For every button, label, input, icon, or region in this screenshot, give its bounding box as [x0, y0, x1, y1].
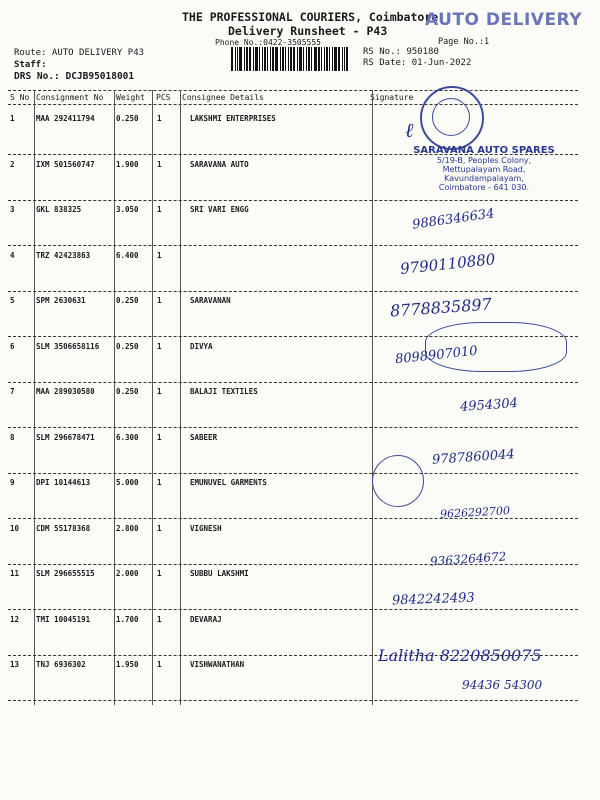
- barcode-bar: [329, 47, 330, 71]
- barcode-bar: [231, 47, 233, 71]
- row-consignee: EMUNUVEL GARMENTS: [190, 478, 267, 487]
- row-weight: 0.250: [116, 114, 139, 123]
- row-pcs: 1: [157, 569, 162, 578]
- row-separator: [8, 382, 578, 383]
- row-weight: 0.250: [116, 387, 139, 396]
- barcode-bar: [290, 47, 292, 71]
- row-pcs: 1: [157, 341, 162, 351]
- barcode-bar: [264, 47, 266, 71]
- signature-row-6: 8098907010: [394, 343, 479, 368]
- row-separator: [8, 700, 578, 701]
- row-separator: [8, 427, 578, 428]
- barcode-bar: [259, 47, 260, 71]
- barcode-bar: [338, 47, 340, 71]
- signature-row-1: ℓ: [405, 118, 414, 142]
- row-weight: 6.400: [116, 250, 139, 260]
- barcode-bar: [342, 47, 343, 71]
- barcode-bar: [270, 47, 271, 71]
- stamp-line-1: 5/19-B, Peoples Colony,: [436, 156, 532, 165]
- barcode-bar: [275, 47, 278, 71]
- signature-row-3: 9886346634: [411, 206, 496, 233]
- barcode-bar: [321, 47, 322, 71]
- row-sno: 3: [10, 205, 15, 214]
- stamp-line-4: Coimbatore - 641 030.: [438, 183, 530, 192]
- barcode-bar: [246, 47, 248, 71]
- barcode-bar: [326, 47, 328, 71]
- row-consignee: SARAVANAN: [190, 296, 231, 305]
- col-pcs: PCS: [156, 93, 171, 102]
- row-sno: 6: [10, 341, 15, 351]
- row-consignee: SABEER: [190, 432, 218, 442]
- col-divider: [180, 90, 181, 705]
- barcode-bar: [249, 47, 251, 71]
- row-consignment-no: SPM 2630631: [36, 296, 86, 305]
- row-consignee: SARAVANA AUTO: [190, 159, 249, 169]
- barcode-bar: [318, 47, 320, 71]
- row-weight: 3.050: [116, 205, 139, 214]
- row-sno: 9: [10, 478, 15, 487]
- row-separator: [8, 518, 578, 519]
- row-pcs: 1: [157, 614, 162, 624]
- barcode-bar: [311, 47, 312, 71]
- row-consignment-no: DPI 10144613: [36, 478, 91, 487]
- barcode-bar: [346, 47, 348, 71]
- row-weight: 1.900: [116, 159, 139, 169]
- row-consignment-no: TRZ 42423863: [36, 250, 91, 260]
- col-signature: Signature: [370, 93, 414, 102]
- saravana-address-stamp: [394, 145, 574, 192]
- row-consignment-no: MAA 292411794: [36, 114, 95, 123]
- row-consignee: VISHWANATHAN: [190, 660, 245, 669]
- row-weight: 5.000: [116, 478, 139, 487]
- barcode-bar: [255, 47, 258, 71]
- barcode-bar: [306, 47, 307, 71]
- row-sno: 5: [10, 296, 15, 305]
- barcode-bar: [272, 47, 274, 71]
- barcode-bar: [244, 47, 245, 71]
- barcode-bar: [253, 47, 254, 71]
- barcode-bar: [344, 47, 345, 71]
- row-sno: 11: [10, 569, 20, 578]
- row-sno: 13: [10, 660, 20, 669]
- barcode-bar: [334, 47, 337, 71]
- row-consignment-no: CDM 55178368: [36, 523, 91, 533]
- staff-label: Staff:: [14, 60, 47, 70]
- barcode-bar: [303, 47, 304, 71]
- row-separator: [8, 473, 578, 474]
- row-sno: 7: [10, 387, 15, 396]
- row-pcs: 1: [157, 523, 162, 533]
- barcode: [231, 47, 353, 71]
- barcode-bar: [332, 47, 333, 71]
- row-pcs: 1: [157, 387, 162, 396]
- barcode-bar: [297, 47, 298, 71]
- barcode-bar: [288, 47, 289, 71]
- row-sno: 1: [10, 114, 15, 123]
- signature-row-5: 8778835897: [389, 294, 493, 321]
- col-sno: S No: [10, 93, 30, 102]
- col-consignment: Consignment No: [36, 93, 104, 102]
- row-consignment-no: TNJ 6936302: [36, 660, 86, 669]
- row-weight: 1.700: [116, 614, 139, 624]
- phone-number: Phone No.:0422-3505555: [215, 38, 321, 47]
- row-pcs: 1: [157, 159, 162, 169]
- enterprises-seal-inner: [432, 98, 470, 136]
- row-separator: [8, 200, 578, 201]
- header-top-rule: [8, 90, 578, 91]
- barcode-bar: [235, 47, 236, 71]
- barcode-bar: [280, 47, 281, 71]
- col-weight: Weight: [116, 93, 145, 102]
- rs-date: RS Date: 01-Jun-2022: [363, 58, 472, 68]
- row-consignee: LAKSHMI ENTERPRISES: [190, 114, 276, 123]
- row-separator: [8, 245, 578, 246]
- row-weight: 6.300: [116, 432, 139, 442]
- barcode-bar: [293, 47, 295, 71]
- row-separator: [8, 291, 578, 292]
- row-weight: 0.250: [116, 296, 139, 305]
- signature-row-8: 9787860044: [431, 447, 516, 468]
- row-consignee: SUBBU LAKSHMI: [190, 569, 249, 578]
- signature-row-12: Lalitha 8220850075: [378, 646, 542, 665]
- row-consignee: DIVYA: [190, 341, 213, 351]
- barcode-bar: [267, 47, 268, 71]
- row-pcs: 1: [157, 660, 162, 669]
- barcode-bar: [314, 47, 317, 71]
- row-consignee: BALAJI TEXTILES: [190, 387, 258, 396]
- barcode-bar: [308, 47, 310, 71]
- barcode-bar: [262, 47, 263, 71]
- row-consignee: DEVARAJ: [190, 614, 222, 624]
- row-sno: 2: [10, 159, 15, 169]
- stamp-line-2: Mettupalayam Road,: [442, 165, 526, 174]
- row-pcs: 1: [157, 114, 162, 123]
- row-weight: 2.000: [116, 569, 139, 578]
- barcode-bar: [285, 47, 286, 71]
- col-divider: [372, 90, 373, 705]
- document-subtitle: Delivery Runsheet - P43: [228, 24, 388, 38]
- row-sno: 4: [10, 250, 15, 260]
- row-consignment-no: SLM 3506658116: [36, 341, 100, 351]
- row-pcs: 1: [157, 478, 162, 487]
- row-pcs: 1: [157, 296, 162, 305]
- row-sno: 8: [10, 432, 15, 442]
- barcode-bar: [282, 47, 284, 71]
- row-consignment-no: SLM 296678471: [36, 432, 95, 442]
- row-weight: 0.250: [116, 341, 139, 351]
- row-pcs: 1: [157, 250, 162, 260]
- barcode-bar: [239, 47, 242, 71]
- barcode-bar: [299, 47, 302, 71]
- row-consignment-no: MAA 289030580: [36, 387, 95, 396]
- row-consignee: VIGNESH: [190, 523, 222, 533]
- signature-row-9: 9626292700: [439, 504, 511, 521]
- col-divider: [34, 90, 35, 705]
- row-separator: [8, 609, 578, 610]
- auto-delivery-stamp: AUTO DELIVERY: [425, 10, 583, 30]
- row-sno: 12: [10, 614, 20, 624]
- page-number: Page No.:1: [438, 37, 490, 47]
- col-consignee: Consignee Details: [182, 93, 264, 102]
- signature-row-11: 9842242493: [391, 590, 475, 609]
- row-weight: 2.800: [116, 523, 139, 533]
- row-consignment-no: TMI 10045191: [36, 614, 91, 624]
- header-bottom-rule: [8, 104, 578, 105]
- barcode-bar: [237, 47, 238, 71]
- row-consignment-no: SLM 296655515: [36, 569, 95, 578]
- col-divider: [114, 90, 115, 705]
- signature-row-13: 94436 54300: [462, 678, 543, 692]
- row-consignment-no: GKL 838325: [36, 205, 82, 214]
- row-weight: 1.950: [116, 660, 139, 669]
- stamp-line-3: Kavundampalayam,: [444, 174, 524, 183]
- col-divider: [152, 90, 153, 705]
- row-9-seal: [372, 455, 424, 507]
- signature-row-10: 9363264672: [429, 549, 507, 569]
- row-pcs: 1: [157, 205, 162, 214]
- drs-number: DRS No.: DCJB95018001: [14, 71, 135, 82]
- signature-row-7: 4954304: [459, 395, 519, 416]
- route-label: Route: AUTO DELIVERY P43: [14, 48, 145, 58]
- row-consignment-no: IXM 501560747: [36, 159, 95, 169]
- stamp-company: SARAVANA AUTO SPARES: [413, 145, 555, 156]
- row-consignee: SRI VARI ENGG: [190, 205, 249, 214]
- document-title: THE PROFESSIONAL COURIERS, Coimbatore: [182, 10, 439, 24]
- signature-row-4: 9790110880: [399, 250, 497, 278]
- row-sno: 10: [10, 523, 20, 533]
- rs-number: RS No.: 950180: [363, 47, 439, 57]
- barcode-bar: [324, 47, 325, 71]
- row-pcs: 1: [157, 432, 162, 442]
